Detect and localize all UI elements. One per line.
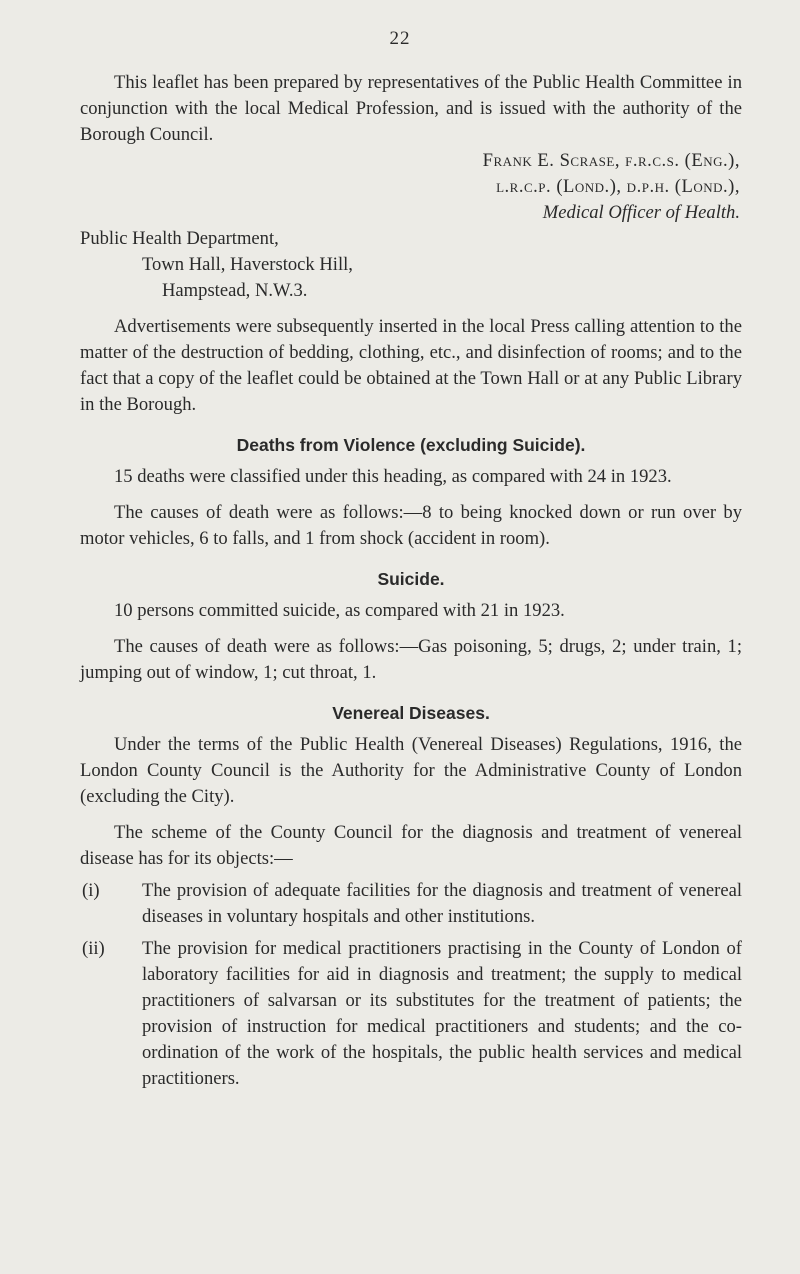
address-line-2: Town Hall, Haverstock Hill, (142, 254, 353, 275)
list-item-text: The provision for medical practitioners practising in the County of London of laboratory facilities for aid in diagnosis and treatment; the supply to medical practitioners of salvarsan or its substitutes for the treatment of patients; the provision of instruction for medical practitioners and students; and the co-ordination of the work of the hospitals, the public health services and medical practitioners. (142, 938, 742, 1089)
list-item-number: (i) (82, 880, 100, 901)
violence-paragraph-1: 15 deaths were classified under this heading, as compared with 24 in 1923. (114, 466, 672, 487)
suicide-paragraph-2: The causes of death were as follows:—Gas poisoning, 5; drugs, 2; under train, 1; jumping out of window, 1; cut throat, 1. (80, 636, 742, 683)
list-item (80, 936, 742, 1092)
address-line-1: Public Health Department, (80, 228, 279, 249)
intro-paragraph: This leaflet has been prepared by representatives of the Public Health Committee in conjunction with the local Medical Profession, and is issued with the authority of the Borough Council. (80, 72, 742, 145)
advertisements-paragraph: Advertisements were subsequently inserted in the local Press calling attention to the matter of the destruction of bedding, clothing, etc., and disinfection of rooms; and to the fact that a copy of the leaflet could be obtained at the Town Hall or at any Public Library in the Borough. (80, 316, 742, 415)
signature-qualifications: l.r.c.p. (Lond.), d.p.h. (Lond.), (496, 176, 740, 197)
venereal-paragraph-1: Under the terms of the Public Health (Venereal Diseases) Regulations, 1916, the London County Council is the Authority for the Administrative County of London (excluding the City). (80, 734, 742, 807)
heading-suicide: Suicide. (377, 569, 445, 589)
heading-violence: Deaths from Violence (excluding Suicide). (236, 435, 586, 455)
list-item-text: The provision of adequate facilities for the diagnosis and treatment of venereal diseases in voluntary hospitals and other institutions. (142, 880, 742, 927)
venereal-paragraph-2: The scheme of the County Council for the diagnosis and treatment of venereal disease has for its objects:— (80, 822, 742, 869)
heading-venereal: Venereal Diseases. (332, 703, 490, 723)
signature-title: Medical Officer of Health. (542, 202, 740, 223)
suicide-paragraph-1: 10 persons committed suicide, as compared with 21 in 1923. (114, 600, 565, 621)
violence-paragraph-2: The causes of death were as follows:—8 to being knocked down or run over by motor vehicles, 6 to falls, and 1 from shock (accident in room). (80, 502, 742, 549)
signature-name: Frank E. Scrase, f.r.c.s. (Eng.), (482, 150, 740, 171)
list-item-number: (ii) (82, 938, 105, 959)
list-item (80, 878, 742, 930)
page-number: 22 (389, 28, 411, 49)
page-content (80, 70, 742, 1092)
address-line-3: Hampstead, N.W.3. (162, 280, 308, 301)
